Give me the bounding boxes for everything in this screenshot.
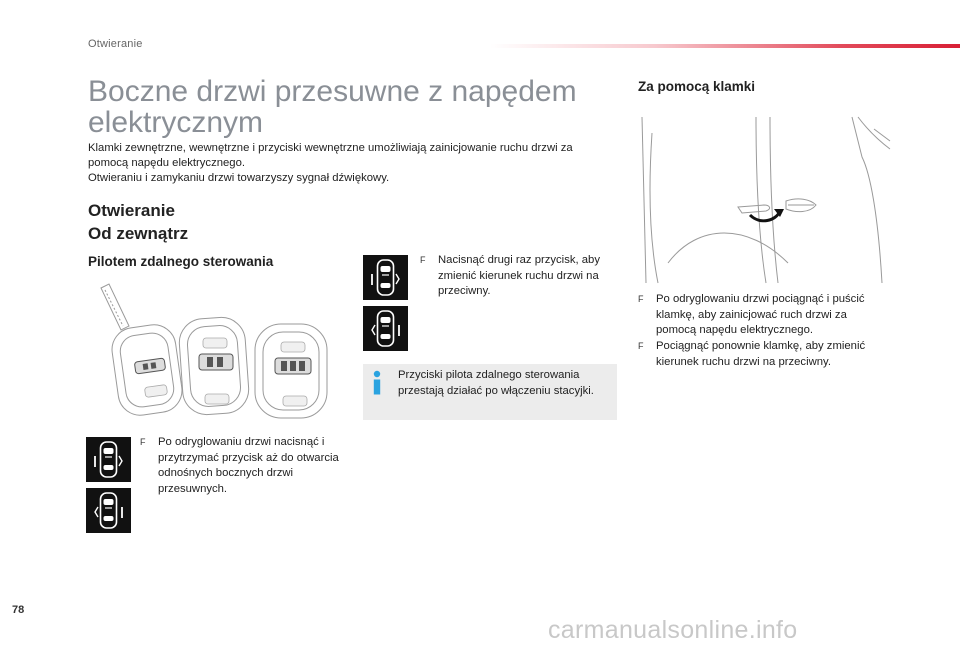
intro-line-1: Klamki zewnętrzne, wewnętrzne i przyciski wewnętrzne umożliwiają zainicjowanie ruchu drzwi za bbox=[88, 142, 573, 154]
remote-bullet-2 bbox=[420, 253, 618, 300]
remote-heading: Pilotem zdalnego sterowania bbox=[88, 254, 274, 269]
bullet-marker: F bbox=[638, 294, 644, 304]
section-label: Otwieranie bbox=[88, 38, 143, 50]
page-title-line-2: elektrycznym bbox=[88, 106, 264, 139]
header-accent-bar bbox=[490, 44, 960, 48]
bullet-marker: F bbox=[638, 341, 644, 351]
intro-line-3: Otwieraniu i zamykaniu drzwi towarzyszy sygnał dźwiękowy. bbox=[88, 172, 390, 184]
handle-bullet-2 bbox=[638, 339, 888, 370]
page-title-line-1: Boczne drzwi przesuwne z napędem bbox=[88, 75, 577, 108]
sliding-door-right-icon bbox=[363, 306, 408, 351]
info-note-text: Przyciski pilota zdalnego sterowania przestają działać po włączeniu stacyjki. bbox=[398, 369, 594, 397]
remote-bullet-1 bbox=[140, 435, 340, 497]
section-heading: Otwieranie bbox=[88, 201, 175, 220]
info-icon bbox=[369, 370, 385, 396]
door-handle-illustration bbox=[638, 113, 892, 285]
handle-bullet-2-text: Pociągnąć ponownie klamkę, aby zmienić kierunek ruchu drzwi na przeciwny. bbox=[656, 340, 866, 368]
sliding-door-left-icon bbox=[363, 255, 408, 300]
intro-text bbox=[88, 141, 618, 186]
sliding-door-left-icon bbox=[86, 437, 131, 482]
handle-bullet-1 bbox=[638, 292, 888, 339]
info-note bbox=[363, 364, 617, 420]
remote-key-illustration bbox=[95, 282, 335, 424]
handle-bullet-1-text: Po odryglowaniu drzwi pociągnąć i puścić klamkę, aby zainicjować ruch drzwi za pomocą napędu elektrycznego. bbox=[656, 293, 865, 336]
bullet-marker: F bbox=[420, 255, 426, 265]
intro-line-2: pomocą napędu elektrycznego. bbox=[88, 157, 246, 169]
page-title bbox=[88, 76, 588, 138]
remote-bullet-1-text: Po odryglowaniu drzwi nacisnąć i przytrzymać przycisk aż do otwarcia odnośnych bocznych drzwi przesuwnych. bbox=[158, 436, 339, 495]
sub-heading: Od zewnątrz bbox=[88, 224, 189, 243]
bullet-marker: F bbox=[140, 437, 146, 447]
handle-heading: Za pomocą klamki bbox=[638, 79, 756, 94]
page-number: 78 bbox=[12, 604, 25, 616]
remote-bullet-2-text: Nacisnąć drugi raz przycisk, aby zmienić kierunek ruchu drzwi na przeciwny. bbox=[438, 254, 600, 297]
sliding-door-right-icon bbox=[86, 488, 131, 533]
watermark: carmanualsonline.info bbox=[548, 616, 798, 644]
